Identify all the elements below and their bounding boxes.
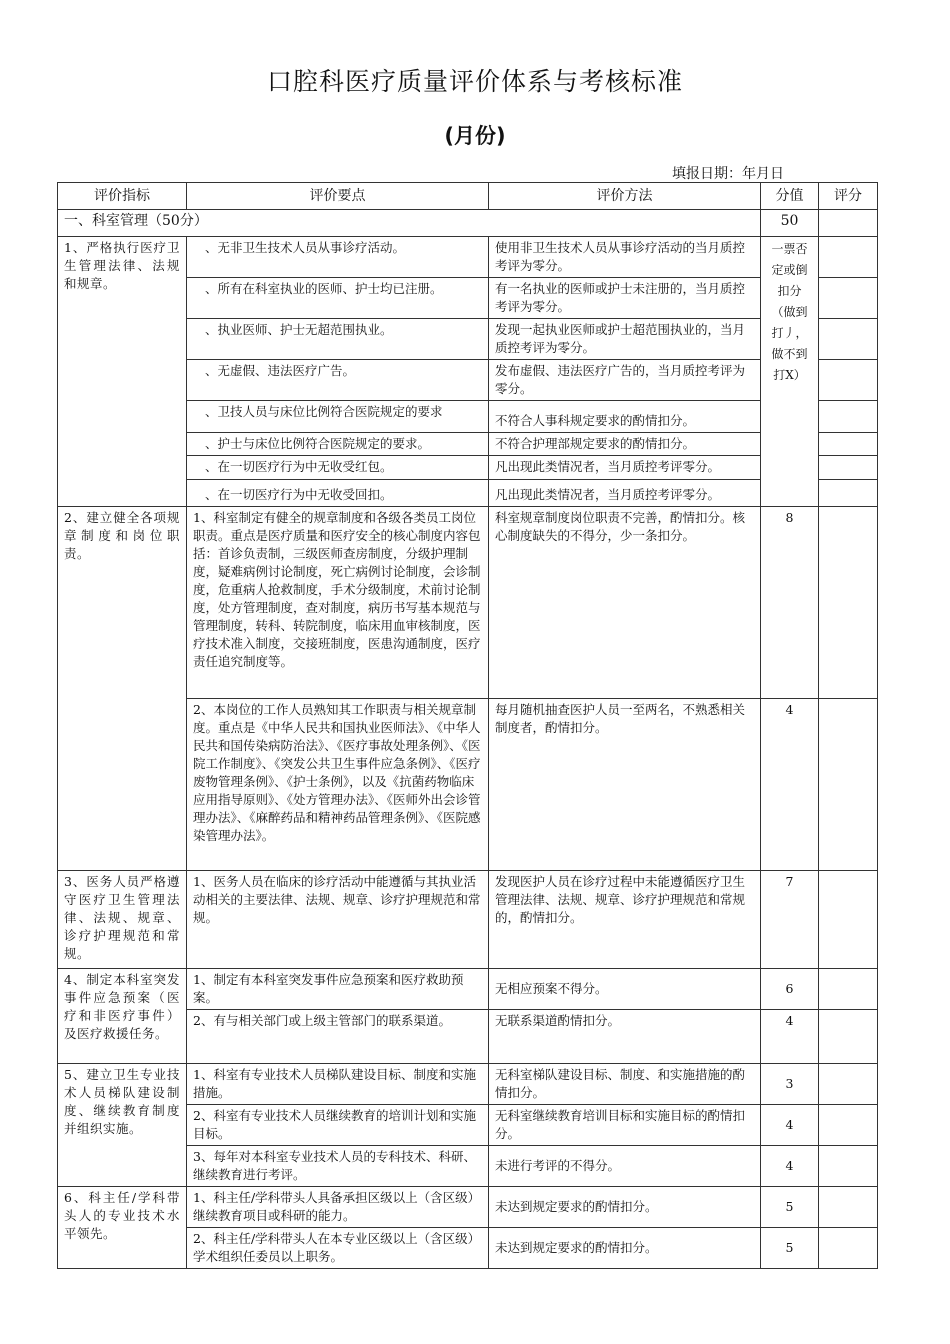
method-cell: 无联系渠道酌情扣分。 [489,1010,761,1064]
point-cell: 1、制定有本科室突发事件应急预案和医疗救助预案。 [187,969,489,1010]
method-cell: 未达到规定要求的酌情扣分。 [489,1228,761,1269]
point-cell: 、卫技人员与床位比例符合医院规定的要求 [187,401,489,433]
point-cell: 、护士与床位比例符合医院规定的要求。 [187,433,489,456]
table-row [58,1064,878,1105]
score-note: 一票否定或倒扣分（做到打丿，做不到打X） [761,237,819,507]
method-cell: 无相应预案不得分。 [489,969,761,1010]
method-cell: 发现医护人员在诊疗过程中未能遵循医疗卫生管理法律、法规、规章、诊疗护理规范和常规的，酌情扣分。 [489,871,761,969]
point-cell: 2、有与相关部门或上级主管部门的联系渠道。 [187,1010,489,1064]
method-cell: 凡出现此类情况者，当月质控考评零分。 [489,456,761,480]
score-cell: 4 [761,1105,819,1146]
method-cell: 每月随机抽查医护人员一至两名，不熟悉相关制度者，酌情扣分。 [489,699,761,871]
indicator-cell: 3、医务人员严格遵守医疗卫生管理法律、法规、规章、诊疗护理规范和常规。 [58,871,187,969]
method-cell: 无科室继续教育培训目标和实施目标的酌情扣分。 [489,1105,761,1146]
method-cell: 发布虚假、违法医疗广告的，当月质控考评为零分。 [489,360,761,401]
method-cell: 未进行考评的不得分。 [489,1146,761,1187]
method-cell: 凡出现此类情况者，当月质控考评零分。 [489,480,761,507]
point-cell: 、无非卫生技术人员从事诊疗活动。 [187,237,489,278]
section-label: 一、科室管理（50分） [58,210,761,237]
header-rating: 评分 [819,183,878,210]
point-cell: 3、每年对本科室专业技术人员的专科技术、科研、继续教育进行考评。 [187,1146,489,1187]
point-cell: 2、科室有专业技术人员继续教育的培训计划和实施目标。 [187,1105,489,1146]
header-points: 评价要点 [187,183,489,210]
indicator-cell: 2、建立健全各项规章制度和岗位职责。 [58,507,187,871]
point-cell: 1、科室制定有健全的规章制度和各级各类员工岗位职责。重点是医疗质量和医疗安全的核心制度内容包括：首诊负责制，三级医师查房制度，分级护理制度，疑难病例讨论制度，死亡病例讨论制度，会诊制度，危重病人抢救制度，手术分级制度，术前讨论制度，处方管理制度，查对制度，病历书写基本规范与管理制度，转科、转院制度，临床用血审核制度，医疗技术准入制度，交接班制度，医患沟通制度，医疗责任追究制度等。 [187,507,489,699]
evaluation-table [57,182,878,1269]
report-date-label: 填报日期：年月日 [672,166,784,182]
rating-cell[interactable] [819,210,878,237]
rating-cell[interactable] [819,237,878,278]
rating-cell[interactable] [819,401,878,433]
point-cell: 、无虚假、违法医疗广告。 [187,360,489,401]
rating-cell[interactable] [819,969,878,1010]
score-cell: 5 [761,1228,819,1269]
rating-cell[interactable] [819,360,878,401]
rating-cell[interactable] [819,1187,878,1228]
table-row [58,237,878,278]
point-cell: 2、科主任/学科带头人在本专业区级以上（含区级）学术组织任委员以上职务。 [187,1228,489,1269]
header-score: 分值 [761,183,819,210]
method-cell: 发现一起执业医师或护士超范围执业的，当月质控考评为零分。 [489,319,761,360]
indicator-cell: 1、严格执行医疗卫生管理法律、法规和规章。 [58,237,187,507]
rating-cell[interactable] [819,1105,878,1146]
score-cell: 4 [761,699,819,871]
score-cell: 3 [761,1064,819,1105]
method-cell: 不符合护理部规定要求的酌情扣分。 [489,433,761,456]
table-row [58,871,878,969]
document-title: 口腔科医疗质量评价体系与考核标准 [266,67,683,96]
header-indicator: 评价指标 [58,183,187,210]
point-cell: 、在一切医疗行为中无收受红包。 [187,456,489,480]
section-score: 50 [761,210,819,237]
method-cell: 无科室梯队建设目标、制度、和实施措施的酌情扣分。 [489,1064,761,1105]
point-cell: 2、本岗位的工作人员熟知其工作职责与相关规章制度。重点是《中华人民共和国执业医师法》、《中华人民共和国传染病防治法》、《医疗事故处理条例》、《医院工作制度》、《突发公共卫生事件应急条例》、《医疗废物管理条例》、《护士条例》，以及《抗菌药物临床应用指导原则》、《处方管理办法》、《医师外出会诊管理办法》、《麻醉药品和精神药品管理条例》、《医院感染管理办法》。 [187,699,489,871]
section-row [58,210,878,237]
header-method: 评价方法 [489,183,761,210]
method-cell: 未达到规定要求的酌情扣分。 [489,1187,761,1228]
score-cell: 6 [761,969,819,1010]
rating-cell[interactable] [819,1064,878,1105]
rating-cell[interactable] [819,319,878,360]
score-cell: 5 [761,1187,819,1228]
point-cell: 、所有在科室执业的医师、护士均已注册。 [187,278,489,319]
score-cell: 7 [761,871,819,969]
rating-cell[interactable] [819,871,878,969]
table-row [58,507,878,699]
score-cell: 4 [761,1010,819,1064]
rating-cell[interactable] [819,278,878,319]
rating-cell[interactable] [819,507,878,699]
method-cell: 不符合人事科规定要求的酌情扣分。 [489,401,761,433]
point-cell: 1、科室有专业技术人员梯队建设目标、制度和实施措施。 [187,1064,489,1105]
point-cell: 、在一切医疗行为中无收受回扣。 [187,480,489,507]
rating-cell[interactable] [819,480,878,507]
point-cell: 1、科主任/学科带头人具备承担区级以上（含区级）继续教育项目或科研的能力。 [187,1187,489,1228]
rating-cell[interactable] [819,456,878,480]
indicator-cell: 5、建立卫生专业技术人员梯队建设制度、继续教育制度并组织实施。 [58,1064,187,1187]
table-header-row [58,183,878,210]
score-cell: 8 [761,507,819,699]
method-cell: 科室规章制度岗位职责不完善，酌情扣分。核心制度缺失的不得分，少一条扣分。 [489,507,761,699]
method-cell: 使用非卫生技术人员从事诊疗活动的当月质控考评为零分。 [489,237,761,278]
indicator-cell: 6、科主任/学科带头人的专业技术水平领先。 [58,1187,187,1269]
rating-cell[interactable] [819,1146,878,1187]
rating-cell[interactable] [819,1228,878,1269]
document-subtitle: (月份) [444,124,506,148]
rating-cell[interactable] [819,699,878,871]
rating-cell[interactable] [819,1010,878,1064]
table-row [58,1187,878,1228]
point-cell: 1、医务人员在临床的诊疗活动中能遵循与其执业活动相关的主要法律、法规、规章、诊疗护理规范和常规。 [187,871,489,969]
method-cell: 有一名执业的医师或护士未注册的，当月质控考评为零分。 [489,278,761,319]
score-cell: 4 [761,1146,819,1187]
rating-cell[interactable] [819,433,878,456]
table-row [58,969,878,1010]
point-cell: 、执业医师、护士无超范围执业。 [187,319,489,360]
indicator-cell: 4、制定本科室突发事件应急预案（医疗和非医疗事件）及医疗救援任务。 [58,969,187,1064]
